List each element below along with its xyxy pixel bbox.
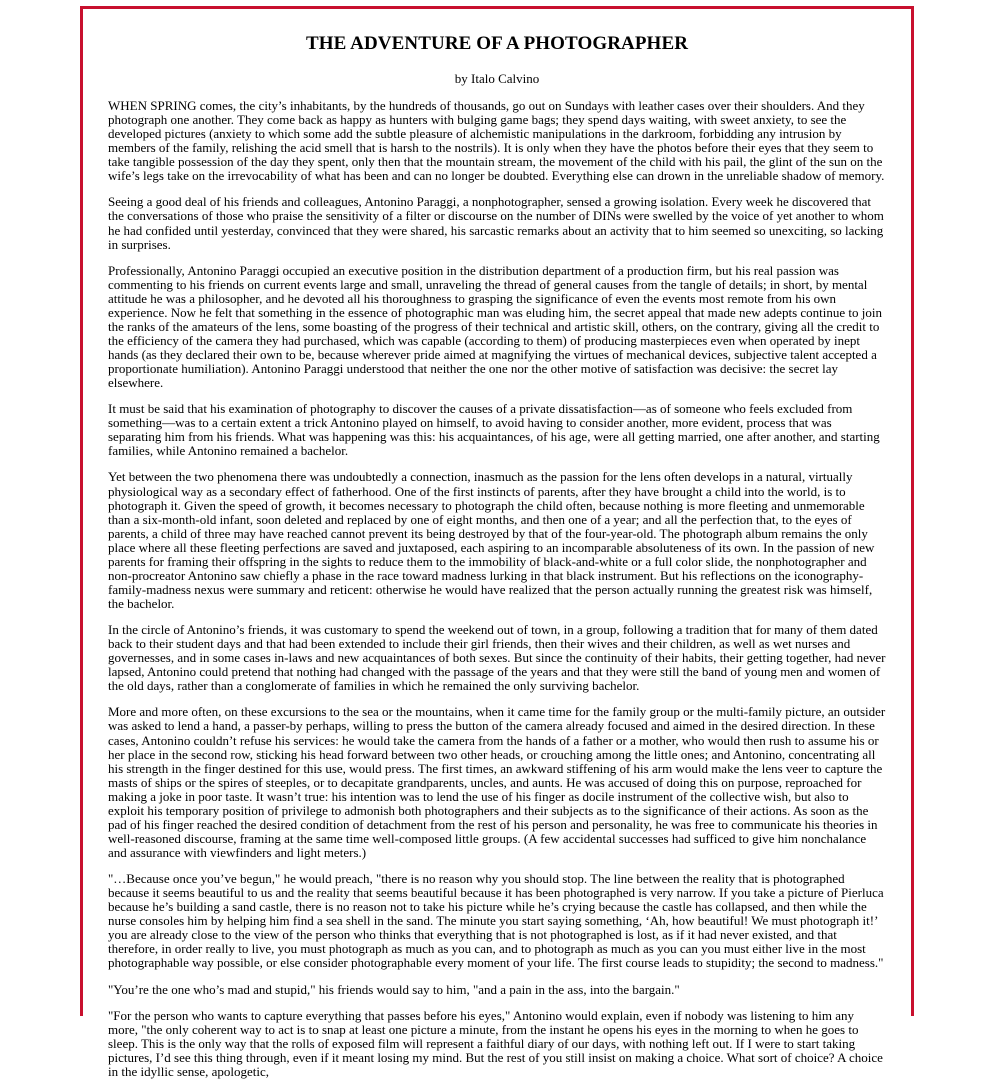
paragraph: "You’re the one who’s mad and stupid," his friends would say to him, "and a pain in the ass, into the bargain." [108,981,680,997]
document-content [83,9,911,1079]
paragraph: It must be said that his examination of photography to discover the causes of a private dissatisfaction—as of someone who feels excluded from something—was to a certain extent a trick Antonino played on himself, to avoid having to consider another, more evident, process that was separating him from his friends. What was happening was this: his acquaintances, of his age, were all getting married, one after another, and starting families, while Antonino remained a bachelor. [108,401,880,459]
document-byline: by Italo Calvino [454,71,540,86]
paragraph: In the circle of Antonino’s friends, it was customary to spend the weekend out of town, in a group, following a tradition that for many of them dated back to their student days and that had been extended to include their girl friends, then their wives and their children, as well as wet nurses and governesses, and in some cases in-laws and new acquaintances of both sexes. But since the continuity of their habits, their getting together, had never lapsed, Antonino could pretend that nothing had changed with the passage of the years and that they were still the band of young men and women of the old days, rather than a conglomerate of families in which he remained the only surviving bachelor. [108,622,886,694]
paragraph: "…Because once you’ve begun," he would preach, "there is no reason why you should stop. The line between the reality that is photographed because it seems beautiful to us and the reality that seems beautiful because it has been photographed is very narrow. If you take a picture of Pierluca because he’s building a sand castle, there is no reason not to take his picture while he’s crying because the castle has collapsed, and then while the nurse consoles him by helping him find a sea shell in the sand. The minute you start saying something, ‘Ah, how beautiful! We must photograph it!’ you are already close to the view of the person who thinks that everything that is not photographed is lost, as if it had never existed, and that therefore, in order really to live, you must photograph as much as you can, and to photograph as much as you can you must either live in the most photographable way possible, or else consider photographable every moment of your life. The first course leads to stupidity; the second to madness." [108,871,884,971]
paragraph: WHEN SPRING comes, the city’s inhabitants, by the hundreds of thousands, go out on Sundays with leather cases over their shoulders. And they photograph one another. They come back as happy as hunters with bulging game bags; they spend days waiting, with sweet anxiety, to see the developed pictures (anxiety to which some add the subtle pleasure of alchemistic manipulations in the darkroom, forbidding any intrusion by members of the family, relishing the acid smell that is harsh to the nostrils). It is only when they have the photos before their eyes that they seem to take tangible possession of the day they spent, only then that the mountain stream, the movement of the child with his pail, the glint of the sun on the wife’s legs take on the irrevocability of what has been and can no longer be doubted. Everything else can drown in the unreliable shadow of memory. [108,98,885,184]
document-frame [80,6,914,1079]
paragraph: More and more often, on these excursions to the sea or the mountains, when it came time for the family group or the multi-family picture, an outsider was asked to lend a hand, a passer-by perhaps, willing to press the button of the camera already focused and aimed in the desired direction. In these cases, Antonino couldn’t refuse his services: he would take the camera from the hands of a father or a mother, who would then rush to assume his or her place in the second row, sticking his head forward between two other heads, or crouching among the little ones; and Antonino, concentrating all his strength in the finger destined for this use, would press. The first times, an awkward stiffening of his arm would make the lens veer to capture the masts of ships or the spires of steeples, or to decapitate grandparents, uncles, and aunts. He was accused of doing this on purpose, reproached for making a joke in poor taste. It wasn’t true: his intention was to lend the use of his finger as docile instrument of the collective wish, but also to exploit his temporary position of privilege to admonish both photographers and their subjects as to the significance of their actions. As soon as the pad of his finger reached the desired condition of detachment from the rest of his person and personality, he was free to communicate his theories in well-reasoned discourse, framing at the same time well-composed little groups. (A few accidental successes had sufficed to give him nonchalance and assurance with viewfinders and light meters.) [108,704,886,860]
paragraph: Seeing a good deal of his friends and colleagues, Antonino Paraggi, a nonphotographer, sensed a growing isolation. Every week he discovered that the conversations of those who praise the sensitivity of a filter or discourse on the number of DINs were swelled by the voice of yet another to whom he had confided until yesterday, convinced that they were shared, his sarcastic remarks about an activity that to him seemed so unexciting, so lacking in surprises. [108,194,884,252]
paragraph: "For the person who wants to capture everything that passes before his eyes," Antonino would explain, even if nobody was listening to him any more, "the only coherent way to act is to snap at least one picture a minute, from the instant he opens his eyes in the morning to when he goes to sleep. This is the only way that the rolls of exposed film will represent a faithful diary of our days, with nothing left out. If I were to start taking pictures, I’d see this thing through, even if it meant losing my mind. But the rest of you still insist on making a choice. What sort of choice? A choice in the idyllic sense, apologetic, [108,1007,883,1079]
document-title: THE ADVENTURE OF A PHOTOGRAPHER [305,33,689,54]
document-body [108,99,886,1079]
paragraph: Yet between the two phenomena there was undoubtedly a connection, inasmuch as the passion for the lens often develops in a natural, virtually physiological way as a secondary effect of fatherhood. One of the first instincts of parents, after they have brought a child into the world, is to photograph it. Given the speed of growth, it becomes necessary to photograph the child often, because nothing is more fleeting and unmemorable than a six-month-old infant, soon deleted and replaced by one of eight months, and then one of a year; and all the perfection that, to the eyes of parents, a child of three may have reached cannot prevent its being destroyed by that of the four-year-old. The photograph album remains the only place where all these fleeting perfections are saved and juxtaposed, each aspiring to an incomparable absoluteness of its own. In the passion of new parents for framing their offspring in the sights to reduce them to the immobility of black-and-white or a full color slide, the nonphotographer and non-procreator Antonino saw chiefly a phase in the race toward madness lurking in that black instrument. But his reflections on the iconography-family-madness nexus were summary and reticent: otherwise he would have realized that the person actually running the greatest risk was himself, the bachelor. [108,469,875,611]
paragraph: Professionally, Antonino Paraggi occupied an executive position in the distribution department of a production firm, but his real passion was commenting to his friends on current events large and small, unraveling the thread of general causes from the tangle of details; in short, by mental attitude he was a philosopher, and he devoted all his thoroughness to grasping the significance of even the events most remote from his own experience. Now he felt that something in the essence of photographic man was eluding him, the secret appeal that made new adepts continue to join the ranks of the amateurs of the lens, some boasting of the progress of their technical and artistic skill, others, on the contrary, giving all the credit to the efficiency of the camera they had purchased, which was capable (according to them) of producing masterpieces even when operated by inept hands (as they declared their own to be, because wherever pride aimed at magnifying the virtues of mechanical devices, subjective talent accepted a proportionate humiliation). Antonino Paraggi understood that neither the one nor the other motive of satisfaction was decisive: the secret lay elsewhere. [108,262,882,391]
